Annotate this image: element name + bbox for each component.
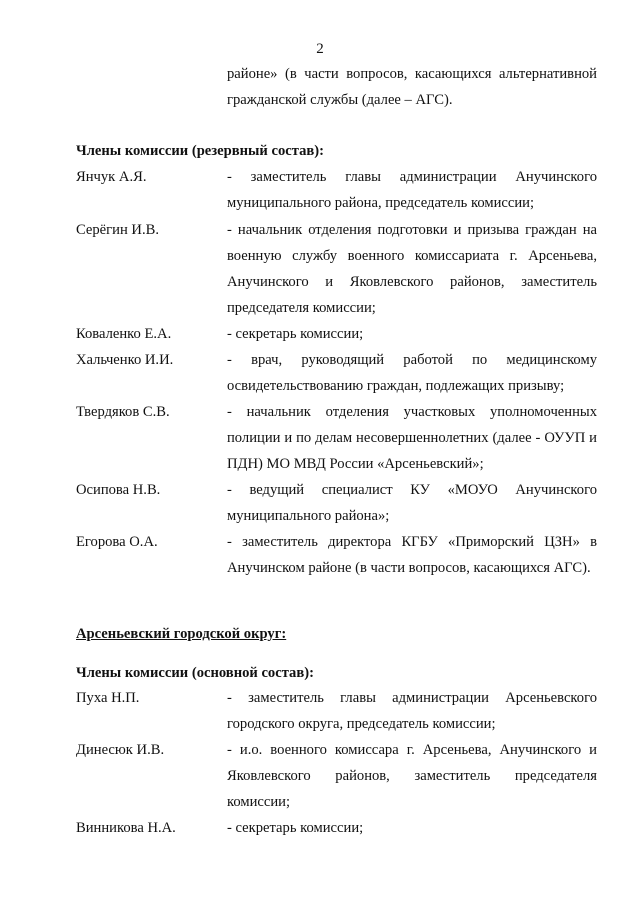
district-heading: Арсеньевский городской округ:: [76, 626, 287, 642]
member-role: - начальник отделения подготовки и призыва граждан на военную службу военного комиссариата г. Арсеньева, Анучинского и Яковлевского районов, заместитель председателя комиссии;: [227, 222, 597, 316]
member-name: Серёгин И.В.: [76, 222, 159, 238]
member-role: - заместитель главы администрации Анучинского муниципального района, председатель комиссии;: [227, 169, 597, 211]
member-role: - секретарь комиссии;: [227, 326, 364, 342]
member-name: Янчук А.Я.: [76, 169, 147, 185]
member-role: - начальник отделения участковых уполномоченных полиции и по делам несовершеннолетних (далее - ОУУП и ПДН) МО МВД России «Арсеньевский»;: [227, 404, 597, 472]
member-name: Егорова О.А.: [76, 534, 158, 550]
member-role: - врач, руководящий работой по медицинскому освидетельствованию граждан, подлежащих призыву;: [227, 352, 597, 394]
member-name: Твердяков С.В.: [76, 404, 170, 420]
member-role: - секретарь комиссии;: [227, 820, 364, 836]
main-members-heading: Члены комиссии (основной состав):: [76, 665, 314, 681]
member-name: Хальченко И.И.: [76, 352, 174, 368]
member-name: Коваленко Е.А.: [76, 326, 172, 342]
member-role: - заместитель директора КГБУ «Приморский ЦЗН» в Анучинском районе (в части вопросов, касающихся АГС).: [227, 534, 597, 576]
member-name: Пуха Н.П.: [76, 690, 140, 706]
member-name: Осипова Н.В.: [76, 482, 161, 498]
member-role: - и.о. военного комиссара г. Арсеньева, Анучинского и Яковлевского районов, заместитель председателя комиссии;: [227, 742, 597, 810]
member-name: Динесюк И.В.: [76, 742, 165, 758]
member-role: - ведущий специалист КУ «МОУО Анучинского муниципального района»;: [227, 482, 597, 524]
member-name: Винникова Н.А.: [76, 820, 176, 836]
intro-paragraph: районе» (в части вопросов, касающихся альтернативной гражданской службы (далее – АГС).: [227, 66, 597, 108]
reserve-members-heading: Члены комиссии (резервный состав):: [76, 143, 324, 159]
member-role: - заместитель главы администрации Арсеньевского городского округа, председатель комиссии;: [227, 690, 597, 732]
page-number: 2: [316, 41, 324, 57]
